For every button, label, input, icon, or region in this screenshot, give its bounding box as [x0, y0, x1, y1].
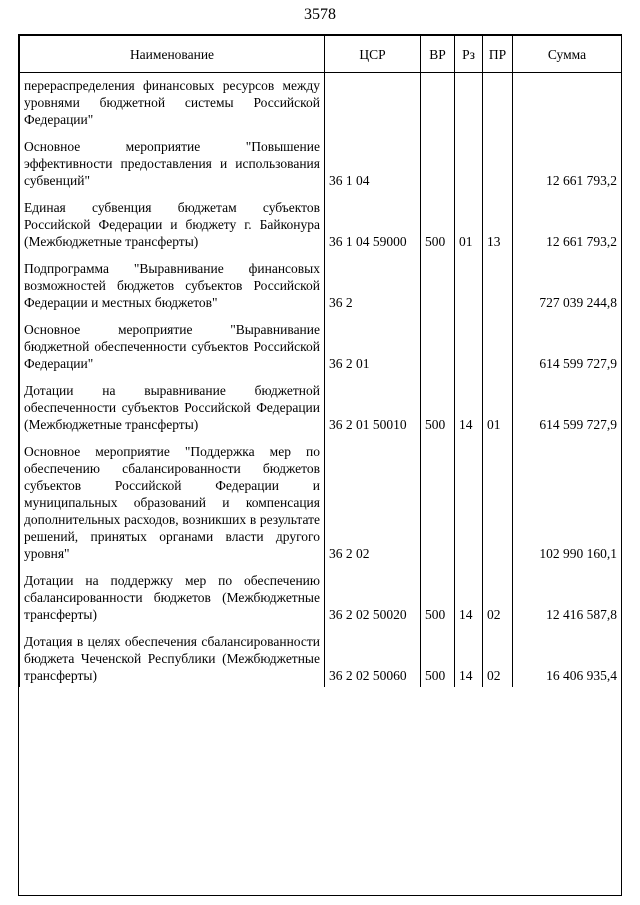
row-sum: 614 599 727,9: [513, 314, 622, 375]
row-csr: 36 1 04 59000: [325, 192, 421, 253]
header-pr: ПР: [483, 36, 513, 73]
row-sum: 16 406 935,4: [513, 626, 622, 687]
row-sum: 102 990 160,1: [513, 436, 622, 565]
row-sum: 614 599 727,9: [513, 375, 622, 436]
table-header-row: [20, 36, 622, 73]
row-rz: [455, 253, 483, 314]
row-csr: 36 1 04: [325, 131, 421, 192]
header-sum: Сумма: [513, 36, 622, 73]
row-pr: [483, 131, 513, 192]
row-csr: [325, 73, 421, 132]
row-csr: 36 2 01: [325, 314, 421, 375]
row-rz: [455, 314, 483, 375]
row-rz: 14: [455, 375, 483, 436]
row-sum: 12 661 793,2: [513, 192, 622, 253]
row-name: Основное мероприятие "Поддержка мер по обеспечению сбалансированности бюджетов субъектов Российской Федерации и муниципальных образований и компенсация дополнительных расходов, возникших в результате решений, принятых органами власти другого уровня": [20, 436, 325, 565]
row-sum: 12 416 587,8: [513, 565, 622, 626]
row-rz: 14: [455, 565, 483, 626]
row-sum: [513, 73, 622, 132]
row-rz: [455, 131, 483, 192]
row-vr: [421, 253, 455, 314]
row-csr: 36 2 02: [325, 436, 421, 565]
row-vr: [421, 73, 455, 132]
row-csr: 36 2: [325, 253, 421, 314]
row-sum: 12 661 793,2: [513, 131, 622, 192]
budget-table: [19, 35, 622, 687]
row-name: Дотация в целях обеспечения сбалансированности бюджета Чеченской Республики (Межбюджетные трансферты): [20, 626, 325, 687]
row-vr: 500: [421, 626, 455, 687]
row-rz: 14: [455, 626, 483, 687]
budget-table-frame: [18, 34, 622, 896]
page-number: 3578: [304, 6, 336, 23]
header-name: Наименование: [20, 36, 325, 73]
row-pr: [483, 253, 513, 314]
row-pr: 01: [483, 375, 513, 436]
header-vr: ВР: [421, 36, 455, 73]
row-pr: [483, 314, 513, 375]
row-pr: 13: [483, 192, 513, 253]
row-vr: [421, 436, 455, 565]
row-name: Единая субвенция бюджетам субъектов Российской Федерации и бюджету г. Байконура (Межбюджетные трансферты): [20, 192, 325, 253]
table-row: [20, 73, 622, 132]
row-sum: 727 039 244,8: [513, 253, 622, 314]
row-name: Основное мероприятие "Повышение эффективности предоставления и использования субвенций": [20, 131, 325, 192]
table-row: [20, 375, 622, 436]
row-vr: 500: [421, 192, 455, 253]
row-csr: 36 2 02 50020: [325, 565, 421, 626]
row-name: Дотации на выравнивание бюджетной обеспеченности субъектов Российской Федерации (Межбюджетные трансферты): [20, 375, 325, 436]
row-vr: [421, 131, 455, 192]
row-name: Подпрограмма "Выравнивание финансовых возможностей бюджетов субъектов Российской Федерации и местных бюджетов": [20, 253, 325, 314]
table-row: [20, 253, 622, 314]
table-row: [20, 314, 622, 375]
row-name: Дотации на поддержку мер по обеспечению сбалансированности бюджетов (Межбюджетные трансферты): [20, 565, 325, 626]
row-rz: [455, 73, 483, 132]
row-rz: 01: [455, 192, 483, 253]
row-vr: [421, 314, 455, 375]
row-vr: 500: [421, 375, 455, 436]
row-pr: 02: [483, 565, 513, 626]
row-name: Основное мероприятие "Выравнивание бюджетной обеспеченности субъектов Российской Федерации": [20, 314, 325, 375]
header-csr: ЦСР: [325, 36, 421, 73]
table-row: [20, 626, 622, 687]
row-pr: [483, 73, 513, 132]
table-row: [20, 131, 622, 192]
table-row: [20, 565, 622, 626]
row-pr: 02: [483, 626, 513, 687]
row-rz: [455, 436, 483, 565]
row-name: перераспределения финансовых ресурсов между уровнями бюджетной системы Российской Федерации": [20, 73, 325, 132]
header-rz: Рз: [455, 36, 483, 73]
table-row: [20, 436, 622, 565]
row-vr: 500: [421, 565, 455, 626]
row-csr: 36 2 01 50010: [325, 375, 421, 436]
row-csr: 36 2 02 50060: [325, 626, 421, 687]
table-row: [20, 192, 622, 253]
row-pr: [483, 436, 513, 565]
